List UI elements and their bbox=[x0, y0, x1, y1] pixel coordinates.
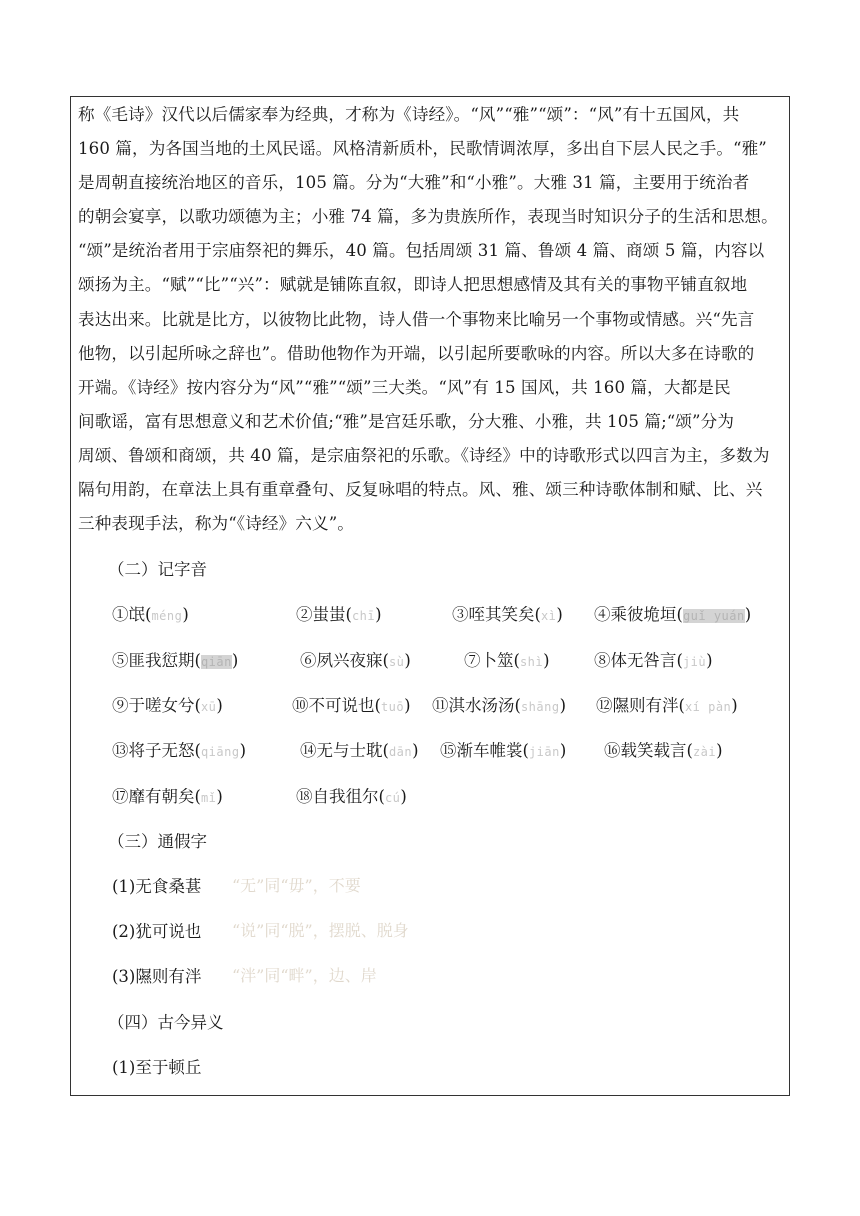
pinyin-answer: xì bbox=[540, 609, 557, 623]
item-close: ) bbox=[559, 741, 567, 760]
intro-line: 160 篇，为各国当地的土风民谣。风格清新质朴，民歌情调浓厚，多出自下层人民之手。“雅” bbox=[78, 139, 767, 159]
item-close: ) bbox=[716, 741, 723, 760]
interchange-item-label: (1)无食桑葚 bbox=[112, 877, 202, 896]
pinyin-answer: méng bbox=[151, 609, 183, 623]
pinyin-answer: jiù bbox=[682, 655, 707, 669]
item-label: ⑥夙兴夜寐( bbox=[300, 651, 389, 670]
pinyin-answer: tuō bbox=[380, 700, 405, 714]
pronunciation-item bbox=[296, 783, 407, 807]
item-close: ) bbox=[731, 696, 738, 715]
item-close: ) bbox=[559, 696, 566, 715]
pronunciation-item bbox=[112, 647, 238, 671]
item-label: ⑭无与士耽( bbox=[300, 741, 389, 760]
pinyin-answer: sù bbox=[388, 655, 405, 669]
ancient-modern-item-label: (1)至于顿丘 bbox=[112, 1058, 202, 1077]
pinyin-answer: xū bbox=[200, 700, 217, 714]
pronunciation-item bbox=[292, 692, 411, 716]
item-close: ) bbox=[375, 605, 382, 624]
item-label: ⑫隰则有泮( bbox=[596, 696, 685, 715]
item-label: ②蚩蚩( bbox=[296, 605, 352, 624]
item-label: ⑦卜筮( bbox=[464, 651, 520, 670]
pinyin-answer: shì bbox=[519, 655, 544, 669]
intro-line: 表达出来。比就是比方，以彼物比此物，诗人借一个事物来比喻另一个事物或情感。兴“先言 bbox=[78, 309, 755, 329]
interchange-item-label: (3)隰则有泮 bbox=[112, 967, 202, 986]
pronunciation-item bbox=[452, 601, 563, 625]
pronunciation-item bbox=[300, 647, 411, 671]
item-label: ⑧体无咎言( bbox=[594, 651, 683, 670]
pinyin-answer: mǐ bbox=[200, 791, 217, 805]
interchange-item-answer: “泮”同“畔”，边、岸 bbox=[232, 966, 377, 985]
pinyin-answer: zài bbox=[692, 745, 717, 759]
item-label: ⑬将子无怒( bbox=[112, 741, 201, 760]
interchange-item-answer: “无”同“毋”，不要 bbox=[232, 876, 361, 895]
item-close: ) bbox=[182, 605, 189, 624]
item-label: ③咥其笑矣( bbox=[452, 605, 541, 624]
pinyin-answer: jiān bbox=[528, 745, 560, 759]
section-title-pronunciation: （二）记字音 bbox=[108, 560, 207, 579]
intro-line: “颂”是统治者用于宗庙祭祀的舞乐，40 篇。包括周颂 31 篇、鲁颂 4 篇、商颂 5 篇，内容以 bbox=[78, 241, 765, 261]
item-label: ①氓( bbox=[112, 605, 152, 624]
pronunciation-item bbox=[112, 601, 189, 625]
section-title-ancient-modern-meaning: （四）古今异义 bbox=[108, 1013, 224, 1032]
pronunciation-item bbox=[604, 737, 723, 761]
item-close: ) bbox=[239, 741, 246, 760]
pronunciation-item bbox=[464, 647, 550, 671]
pronunciation-item bbox=[440, 737, 566, 761]
pronunciation-item bbox=[594, 647, 713, 671]
item-label: ⑪淇水汤汤( bbox=[432, 696, 521, 715]
item-close: ) bbox=[216, 787, 223, 806]
item-close: ) bbox=[231, 651, 239, 670]
intro-line: 是周朝直接统治地区的音乐，105 篇。分为“大雅”和“小雅”。大雅 31 篇，主要用于统治者 bbox=[78, 173, 750, 193]
pinyin-answer: guǐ yuán bbox=[682, 609, 745, 623]
item-label: ⑩不可说也( bbox=[292, 696, 381, 715]
pronunciation-item bbox=[300, 737, 419, 761]
pronunciation-item bbox=[596, 692, 738, 716]
intro-line: 隔句用韵，在章法上具有重章叠句、反复咏唱的特点。风、雅、颂三种诗歌体制和赋、比、兴 bbox=[78, 480, 763, 500]
pronunciation-item bbox=[112, 737, 246, 761]
pronunciation-item bbox=[112, 692, 223, 716]
pronunciation-item bbox=[112, 783, 223, 807]
item-label: ⑮渐车帷裳( bbox=[440, 741, 529, 760]
item-close: ) bbox=[400, 787, 407, 806]
item-label: ⑱自我徂尔( bbox=[296, 787, 385, 806]
pronunciation-item bbox=[432, 692, 566, 716]
item-label: ⑯载笑载言( bbox=[604, 741, 693, 760]
item-close: ) bbox=[744, 605, 752, 624]
intro-line: 颂扬为主。“赋”“比”“兴”：赋就是铺陈直叙，即诗人把思想感情及其有关的事物平铺直叙地 bbox=[78, 275, 748, 295]
intro-line: 他物，以引起所咏之辞也”。借助他物作为开端，以引起所要歌咏的内容。所以大多在诗歌的 bbox=[78, 343, 755, 363]
item-close: ) bbox=[556, 605, 563, 624]
intro-line: 三种表现手法，称为“《诗经》六义”。 bbox=[78, 514, 354, 534]
intro-line: 开端。《诗经》按内容分为“风”“雅”“颂”三大类。“风”有 15 国风，共 160 篇，大都是民 bbox=[78, 377, 731, 397]
pinyin-answer: xí pàn bbox=[684, 700, 732, 714]
item-close: ) bbox=[216, 696, 223, 715]
pronunciation-item bbox=[296, 601, 382, 625]
pinyin-answer: dān bbox=[388, 745, 413, 759]
pronunciation-item bbox=[594, 601, 751, 625]
item-close: ) bbox=[543, 651, 550, 670]
item-label: ⑨于嗟女兮( bbox=[112, 696, 201, 715]
pinyin-answer: shāng bbox=[520, 700, 560, 714]
pinyin-answer: qiān bbox=[200, 655, 232, 669]
intro-line: 间歌谣，富有思想意义和艺术价值;“雅”是宫廷乐歌，分大雅、小雅，共 105 篇;“颂”分为 bbox=[78, 411, 735, 431]
intro-line: 周颂、鲁颂和商颂，共 40 篇，是宗庙祭祀的乐歌。《诗经》中的诗歌形式以四言为主，多数为 bbox=[78, 445, 770, 465]
item-close: ) bbox=[412, 741, 419, 760]
item-label: ⑤匪我愆期( bbox=[112, 651, 201, 670]
item-close: ) bbox=[404, 696, 411, 715]
item-label: ⑰靡有朝矣( bbox=[112, 787, 201, 806]
item-close: ) bbox=[404, 651, 411, 670]
section-title-interchangeable-characters: （三）通假字 bbox=[108, 832, 207, 851]
item-close: ) bbox=[706, 651, 713, 670]
pinyin-answer: chī bbox=[351, 609, 376, 623]
intro-line: 称《毛诗》汉代以后儒家奉为经典，才称为《诗经》。“风”“雅”“颂”：“风”有十五国风，共 bbox=[78, 105, 740, 124]
interchange-item-label: (2)犹可说也 bbox=[112, 922, 202, 941]
interchange-item-answer: “说”同“脱”，摆脱、脱身 bbox=[232, 921, 409, 940]
item-label: ④乘彼垝垣( bbox=[594, 605, 683, 624]
intro-line: 的朝会宴享，以歌功颂德为主；小雅 74 篇，多为贵族所作，表现当时知识分子的生活和思想。 bbox=[78, 207, 778, 227]
pinyin-answer: qiāng bbox=[200, 745, 240, 759]
intro-paragraph bbox=[78, 98, 782, 541]
pinyin-answer: cú bbox=[384, 791, 401, 805]
